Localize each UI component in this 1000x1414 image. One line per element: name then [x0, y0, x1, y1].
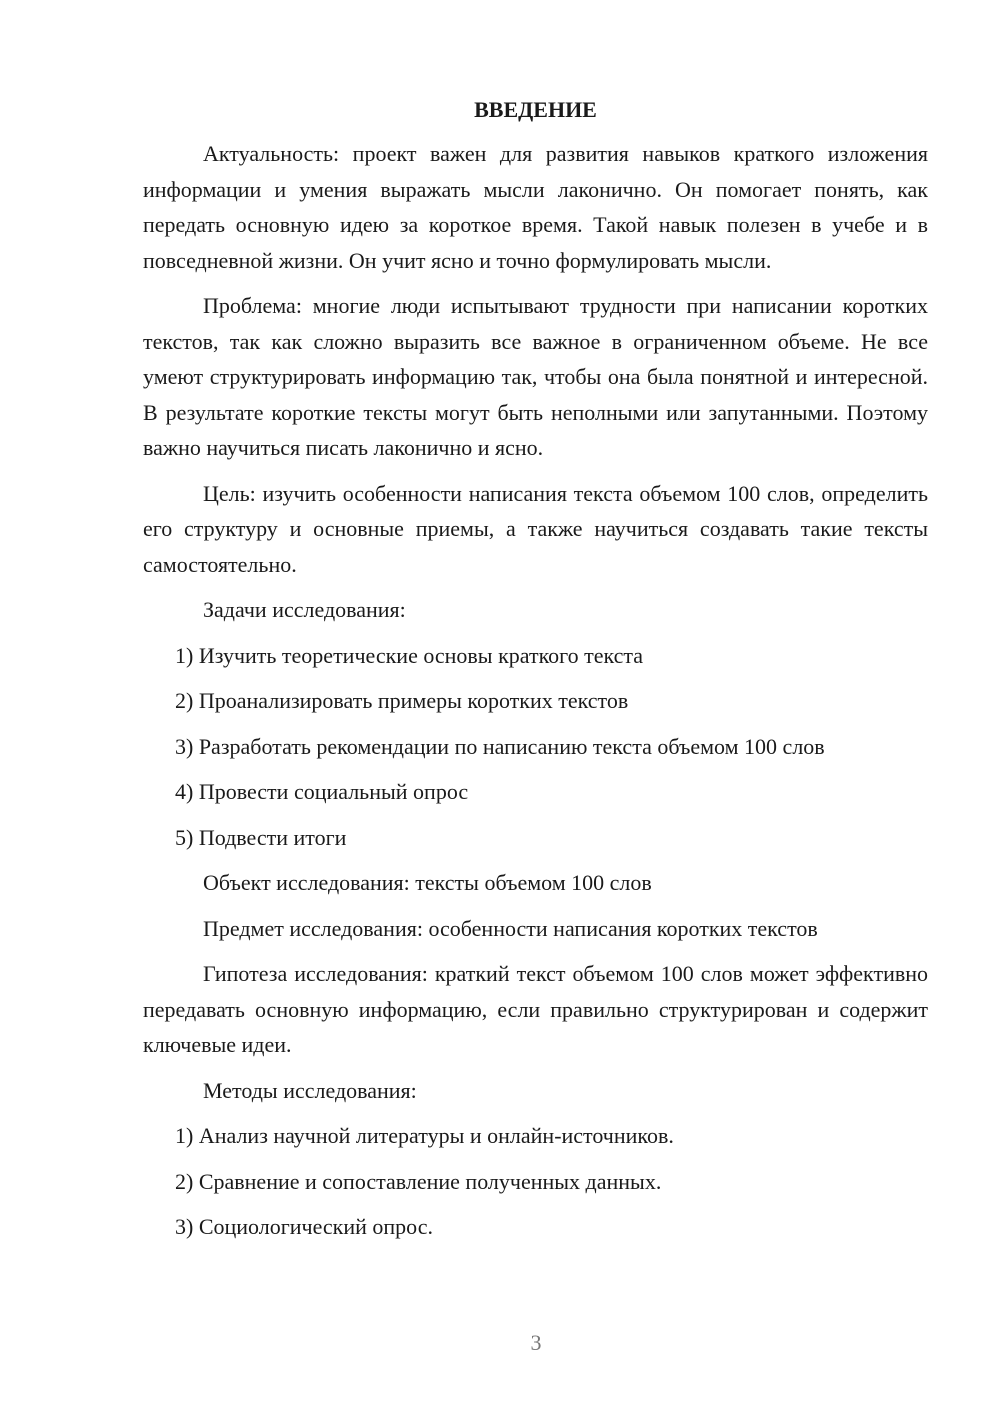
document-page: [143, 90, 928, 1255]
tasks-heading: Задачи исследования:: [203, 597, 406, 622]
task-item-3: 3) Разработать рекомендации по написанию текста объемом 100 слов: [175, 733, 825, 759]
method-item-1: 1) Анализ научной литературы и онлайн-источников.: [175, 1123, 674, 1148]
task-item-5: 5) Подвести итоги: [175, 824, 347, 850]
task-item-4: 4) Провести социальный опрос: [175, 779, 469, 804]
methods-heading: Методы исследования:: [203, 1077, 417, 1103]
method-item-2: 2) Сравнение и сопоставление полученных данных.: [175, 1168, 662, 1194]
method-item-3: 3) Социологический опрос.: [175, 1214, 433, 1239]
problem-paragraph: Проблема: многие люди испытывают трудности при написании коротких текстов, так как сложно выразить все важное в ограниченном объеме. Не все умеют структурировать информацию так, чтобы она была понятной и интересной. В результате короткие тексты могут быть неполными или запутанными. Поэтому важно научиться писать лаконично и ясно.: [143, 293, 928, 460]
page-number: 3: [530, 1330, 542, 1355]
goal-paragraph: Цель: изучить особенности написания текста объемом 100 слов, определить его структуру и основные приемы, а также научиться создавать такие тексты самостоятельно.: [143, 480, 928, 577]
page-title: ВВЕДЕНИЕ: [474, 97, 597, 122]
task-item-2: 2) Проанализировать примеры коротких текстов: [175, 688, 629, 713]
research-object: Объект исследования: тексты объемом 100 слов: [203, 870, 652, 895]
hypothesis-paragraph: Гипотеза исследования: краткий текст объемом 100 слов может эффективно передавать основную информацию, если правильно структурирован и содержит ключевые идеи.: [143, 961, 928, 1057]
relevance-paragraph: Актуальность: проект важен для развития навыков краткого изложения информации и умения выражать мысли лаконично. Он помогает понять, как передать основную идею за короткое время. Такой навык полезен в учебе и в повседневной жизни. Он учит ясно и точно формулировать мысли.: [143, 141, 928, 273]
research-subject: Предмет исследования: особенности написания коротких текстов: [203, 915, 818, 941]
task-item-1: 1) Изучить теоретические основы краткого текста: [175, 642, 644, 668]
